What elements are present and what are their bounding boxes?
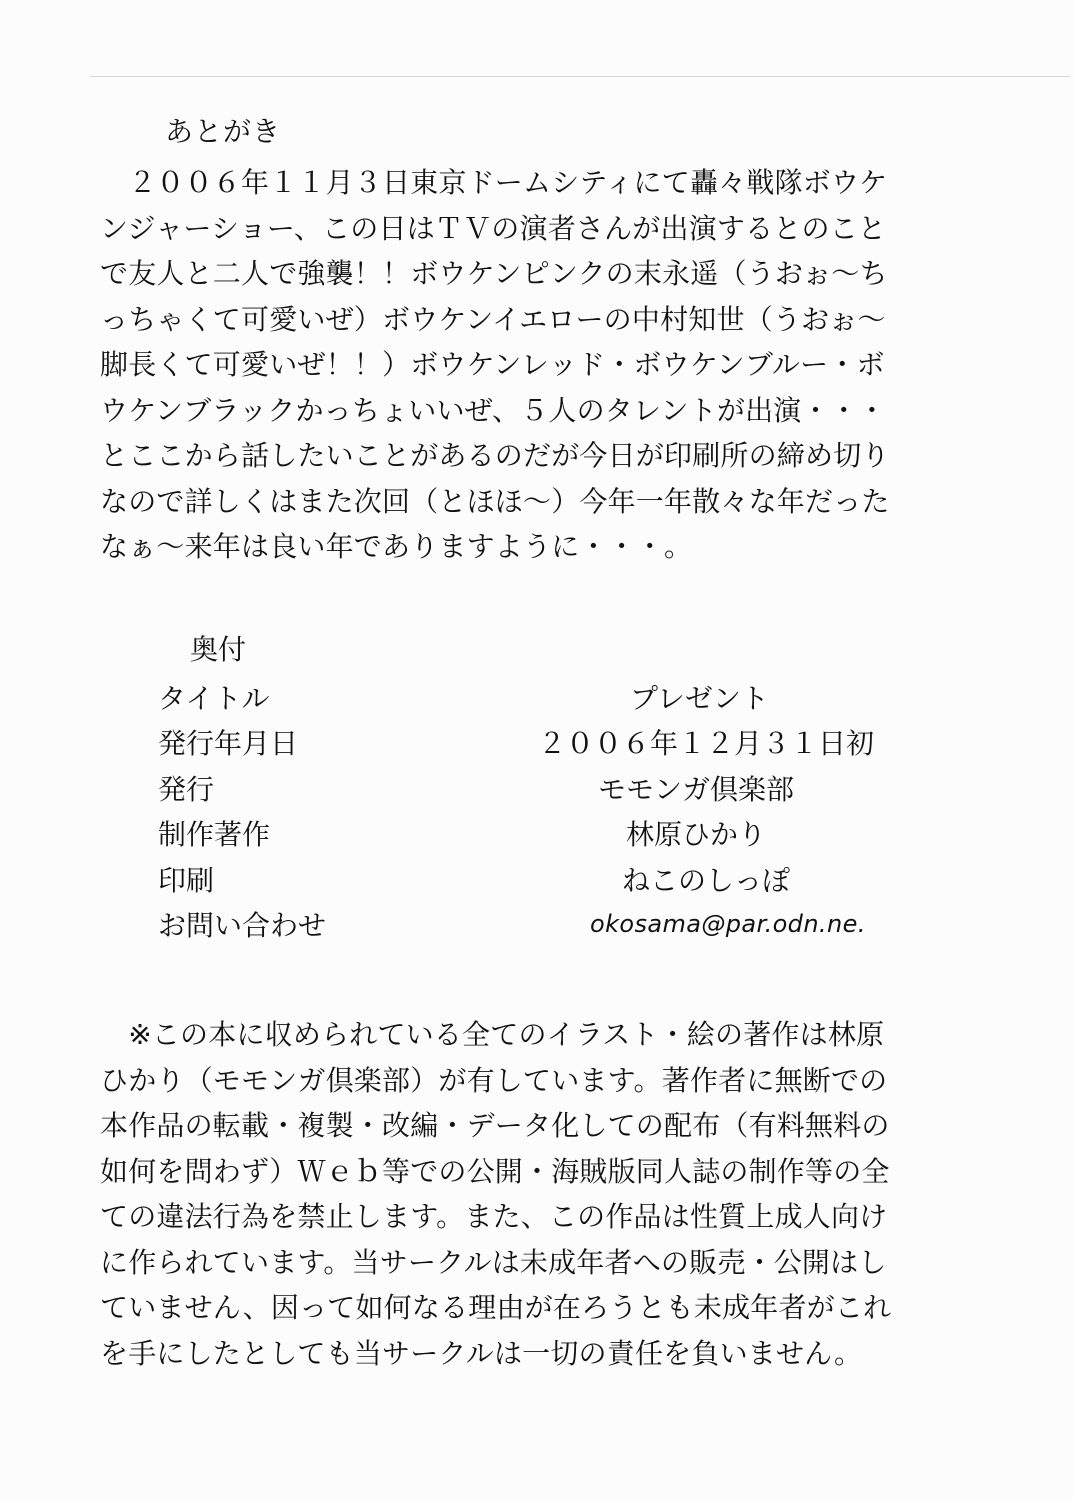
colophon-row-author <box>158 811 918 857</box>
colophon-value: 林原ひかり <box>626 818 767 852</box>
notice-line: ※この本に収められている全てのイラスト・絵の著作は林原 <box>100 1018 885 1051</box>
afterword-line: で友人と二人で強襲！！ボウケンピンクの末永遥（うおぉ〜ち <box>100 257 888 290</box>
colophon-row-publisher <box>158 765 918 811</box>
notice-line: ひかり（モモンガ倶楽部）が有しています。著作者に無断での <box>100 1063 888 1097</box>
afterword-heading: あとがき <box>165 115 282 148</box>
afterword-line: ２００６年１１月３日東京ドームシティにて轟々戦隊ボウケ <box>100 166 888 199</box>
copyright-notice <box>100 1012 1000 1376</box>
colophon-row-printer <box>158 856 918 902</box>
notice-line: ての違法行為を禁止します。また、この作品は性質上成人向け <box>100 1200 888 1233</box>
colophon-value: ねこのしっぽ <box>622 863 791 897</box>
afterword-line: ンジャーショー、この日はＴＶの演者さんが出演するとのこと <box>100 211 887 245</box>
colophon-label: 発行 <box>158 772 215 806</box>
notice-line: 本作品の転載・複製・改編・データ化しての配布（有料無料の <box>100 1109 890 1142</box>
page-edge-line <box>90 76 1070 77</box>
colophon-value: モモンガ倶楽部 <box>598 772 795 806</box>
colophon-title: 奥付 <box>190 633 247 666</box>
colophon-label: お問い合わせ <box>158 909 327 943</box>
colophon-row-title <box>158 674 918 720</box>
notice-line: ていません、因って如何なる理由が在ろうとも未成年者がこれ <box>100 1291 892 1324</box>
notice-line: を手にしたとしても当サークルは一切の責任を負いません。 <box>100 1336 863 1370</box>
afterword-line: ウケンブラックかっちょいいぜ、５人のタレントが出演・・・ <box>100 393 887 427</box>
afterword-line: なぁ〜来年は良い年でありますように・・・。 <box>100 530 693 563</box>
afterword-line: なので詳しくはまた次回（とほほ〜）今年一年散々な年だった <box>100 484 890 518</box>
afterword-line: とここから話したいことがあるのだが今日が印刷所の締め切り <box>100 439 890 472</box>
colophon-row-date <box>158 720 918 766</box>
afterword-line: っちゃくて可愛いぜ）ボウケンイエローの中村知世（うおぉ〜 <box>100 302 886 336</box>
colophon-value: ２００６年１２月３１日初 <box>538 727 875 761</box>
colophon-label: タイトル <box>158 681 270 715</box>
afterword-text <box>100 160 1000 570</box>
notice-line: に作られています。当サークルは未成年者への販売・公開はし <box>100 1245 887 1279</box>
colophon-table <box>158 674 918 947</box>
afterword-line: 脚長くて可愛いぜ！！）ボウケンレッド・ボウケンブルー・ボ <box>100 348 885 381</box>
colophon-label: 発行年月日 <box>158 727 299 761</box>
colophon-value: プレゼント <box>630 681 769 715</box>
colophon-row-contact <box>158 902 918 948</box>
notice-line: 如何を問わず）Ｗｅｂ等での公開・海賊版同人誌の制作等の全 <box>100 1154 890 1188</box>
colophon-label: 制作著作 <box>158 818 271 852</box>
colophon-label: 印刷 <box>158 863 215 897</box>
contact-email: okosama@par.odn.ne. <box>590 910 866 939</box>
